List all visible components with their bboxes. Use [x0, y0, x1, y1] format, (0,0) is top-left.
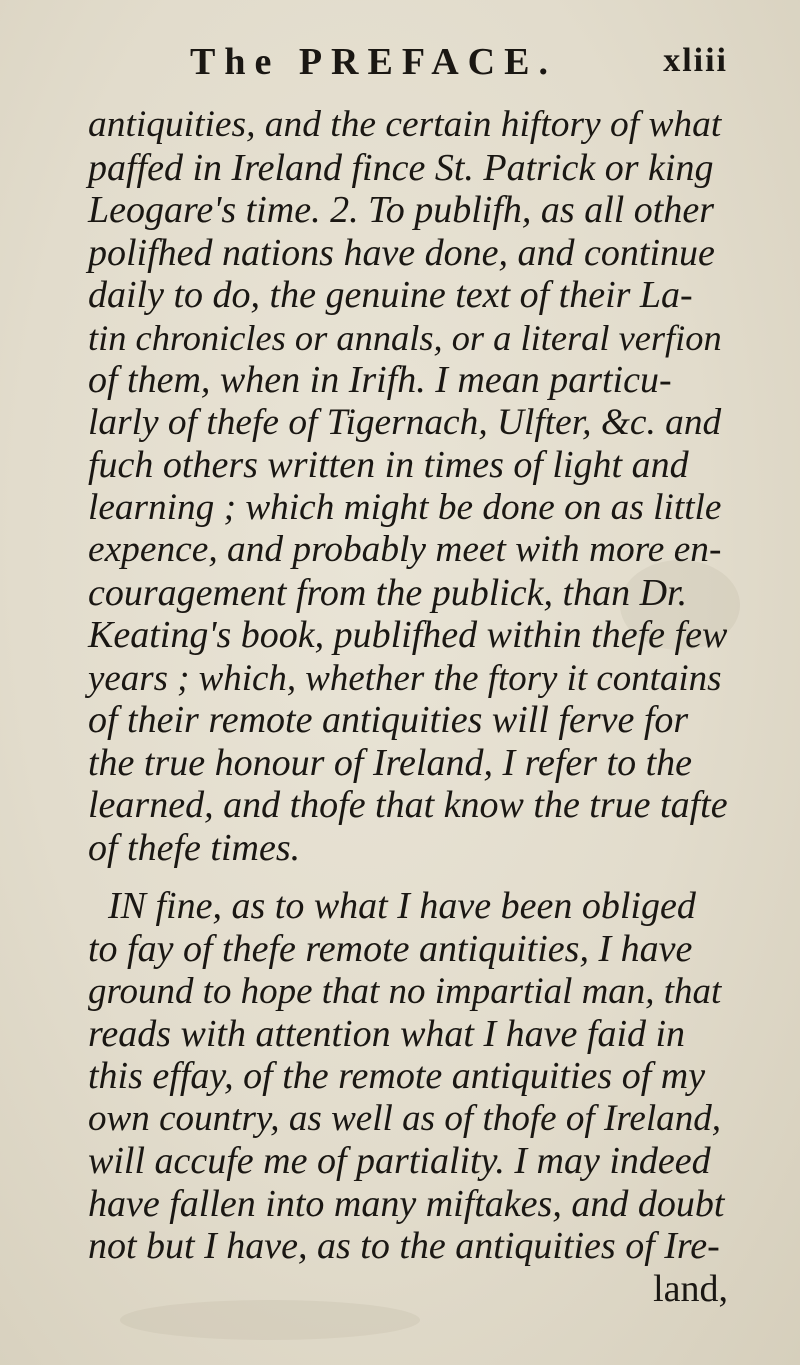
text-line: couragement from the publick, than Dr. [88, 571, 688, 614]
paragraph-1 [88, 104, 728, 869]
paragraph-2 [88, 885, 728, 1310]
text-line: Leogare's time. 2. To publifh, as all other [88, 189, 715, 231]
text-line: the true honour of Ireland, I refer to the [88, 741, 693, 784]
text-line: ground to hope that no impartial man, that [88, 970, 722, 1011]
text-line: polifhed nations have done, and continue [88, 231, 715, 274]
running-header [190, 40, 750, 90]
text-line: of their remote antiquities will ferve for [88, 699, 689, 741]
text-line: this effay, of the remote antiquities of my [88, 1055, 706, 1097]
text-line: paffed in Ireland fince St. Patrick or king [88, 146, 714, 189]
text-line: expence, and probably meet with more en- [88, 529, 722, 570]
text-line: reads with attention what I have faid in [88, 1012, 686, 1055]
page-number: xliii [663, 42, 728, 79]
text-line: not but I have, as to the antiquities of Ire- [88, 1225, 720, 1267]
text-line: will accufe me of partiality. I may indeed [88, 1140, 711, 1182]
text-line: own country, as well as of thofe of Ireland, [88, 1097, 722, 1139]
text-line: learned, and thofe that know the true tafte [88, 784, 728, 826]
text-line: have fallen into many miftakes, and doubt [88, 1182, 725, 1225]
text-line: learning ; which might be done on as little [88, 486, 722, 528]
text-line: IN fine, as to what I have been obliged [108, 885, 696, 927]
text-line: of them, when in Irifh. I mean particu- [88, 359, 672, 401]
text-line: daily to do, the genuine text of their La- [88, 274, 693, 316]
text-line: Keating's book, publifhed within thefe few [88, 614, 728, 656]
text-line: years ; which, whether the ftory it contains [88, 656, 722, 698]
text-line: to fay of thefe remote antiquities, I have [88, 927, 693, 970]
text-line: tin chronicles or annals, or a literal verfion [88, 317, 722, 358]
header-title: The PREFACE. [190, 41, 557, 83]
text-line: antiquities, and the certain hiftory of what [88, 104, 722, 145]
text-line: larly of thefe of Tigernach, Ulfter, &c. and [88, 401, 722, 443]
text-line: fuch others written in times of light and [88, 444, 689, 486]
text-line: of thefe times. [88, 826, 301, 869]
catchword: land, [653, 1267, 728, 1310]
